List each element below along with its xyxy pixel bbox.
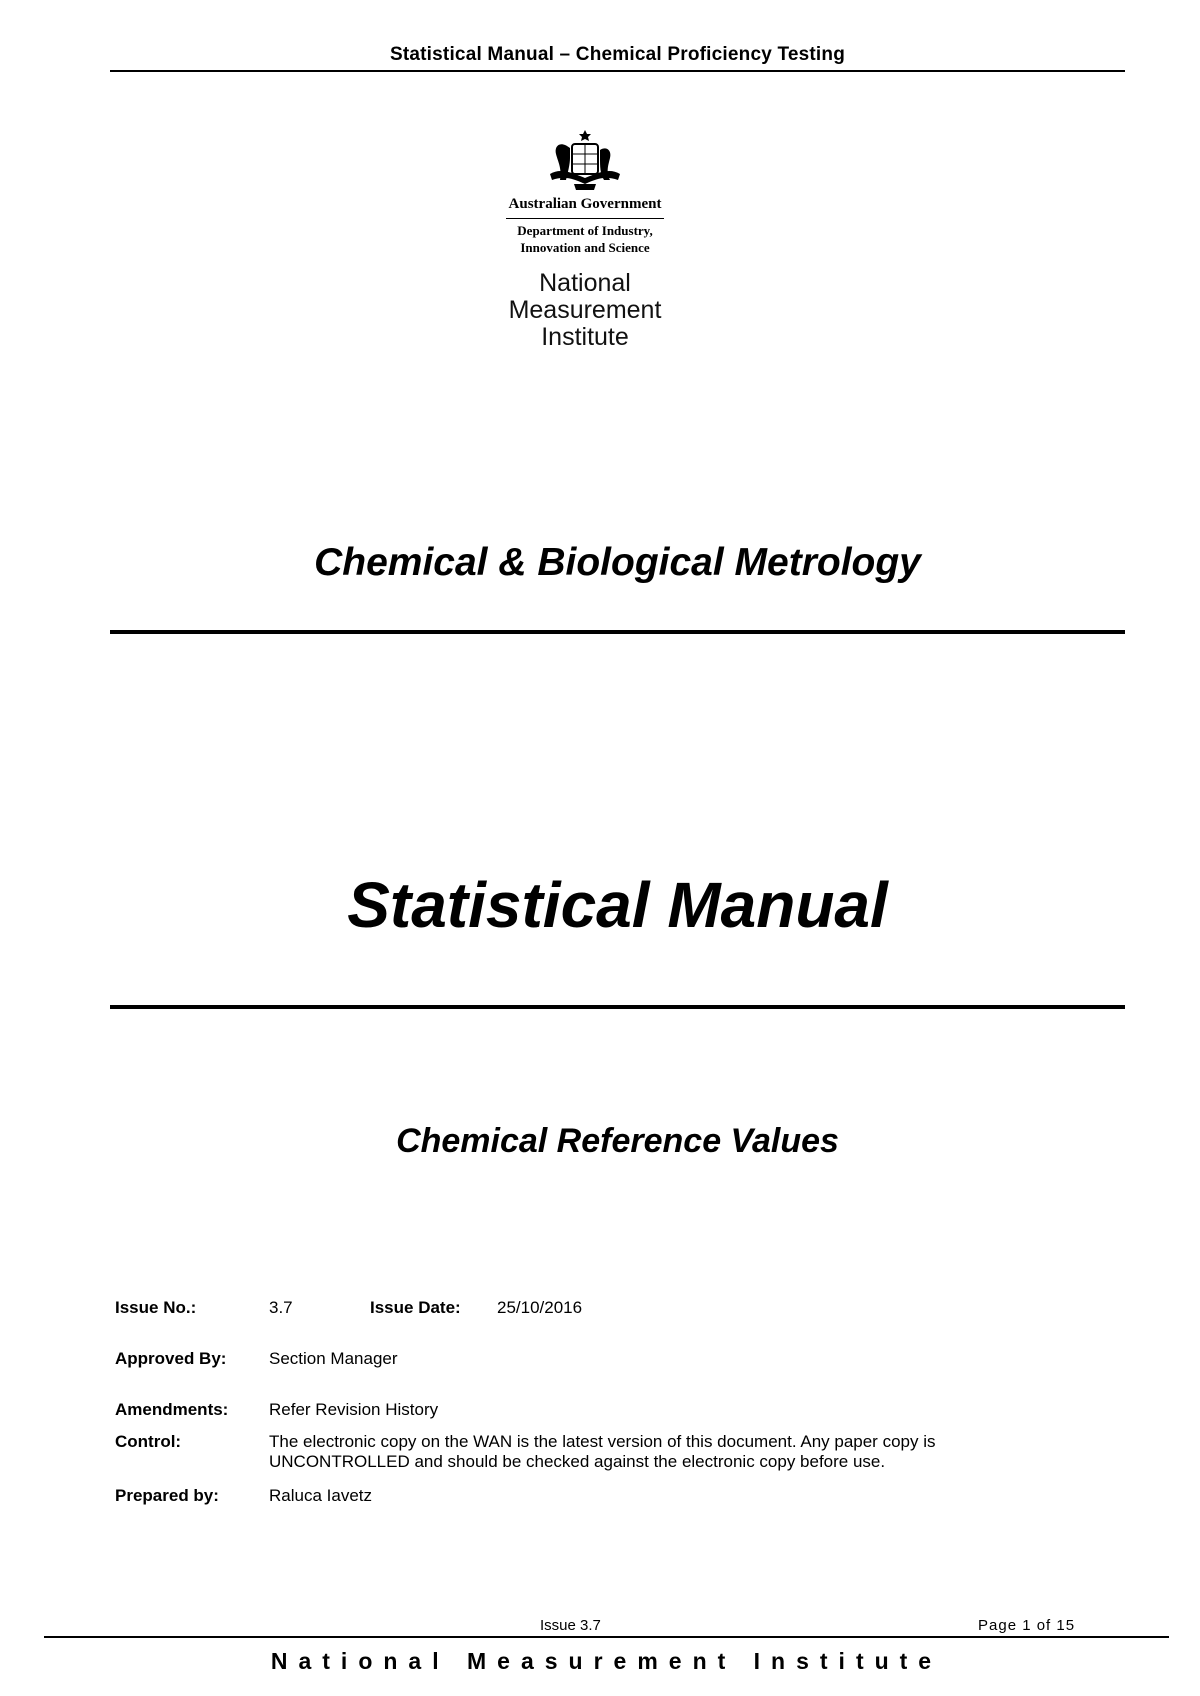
approved-by-label: Approved By:	[115, 1349, 227, 1368]
amendments-value: Refer Revision History	[269, 1400, 439, 1419]
department-line-2: Innovation and Science	[520, 240, 650, 255]
control-text-line-2: UNCONTROLLED and should be checked against the electronic copy before use.	[269, 1452, 886, 1471]
footer-rule	[44, 1636, 1169, 1638]
issue-no-value: 3.7	[269, 1298, 293, 1317]
amendments-label: Amendments:	[115, 1400, 229, 1419]
control-text-line-1: The electronic copy on the WAN is the latest version of this document. Any paper copy is	[269, 1432, 936, 1451]
issue-date-label: Issue Date:	[370, 1298, 461, 1317]
coat-of-arms-icon	[540, 128, 630, 192]
footer-organisation: National Measurement Institute	[270, 1648, 943, 1674]
footer-issue: Issue 3.7	[540, 1617, 601, 1634]
department-name	[470, 222, 700, 256]
running-header: Statistical Manual – Chemical Proficiency Testing	[389, 44, 846, 65]
issue-no-label: Issue No.:	[115, 1298, 197, 1317]
control-text	[269, 1432, 1049, 1472]
institute-line-2: Measurement	[508, 296, 662, 324]
control-label: Control:	[115, 1432, 182, 1451]
document-subtitle: Chemical Reference Values	[396, 1122, 839, 1160]
prepared-by-value: Raluca Iavetz	[269, 1486, 372, 1505]
institute-logo-text	[470, 270, 700, 351]
division-title: Chemical & Biological Metrology	[314, 541, 921, 584]
footer-page-number: Page 1 of 15	[978, 1617, 1076, 1634]
institute-line-1: National	[539, 269, 631, 297]
logo-divider	[506, 218, 664, 219]
government-name: Australian Government	[508, 196, 662, 212]
department-line-1: Department of Industry,	[517, 223, 653, 238]
division-rule	[110, 630, 1125, 634]
prepared-by-label: Prepared by:	[115, 1486, 219, 1505]
document-title: Statistical Manual	[347, 869, 888, 941]
issue-date-value: 25/10/2016	[497, 1298, 583, 1317]
title-rule	[110, 1005, 1125, 1009]
institute-line-3: Institute	[541, 323, 629, 351]
header-rule	[110, 70, 1125, 72]
approved-by-value: Section Manager	[269, 1349, 398, 1368]
